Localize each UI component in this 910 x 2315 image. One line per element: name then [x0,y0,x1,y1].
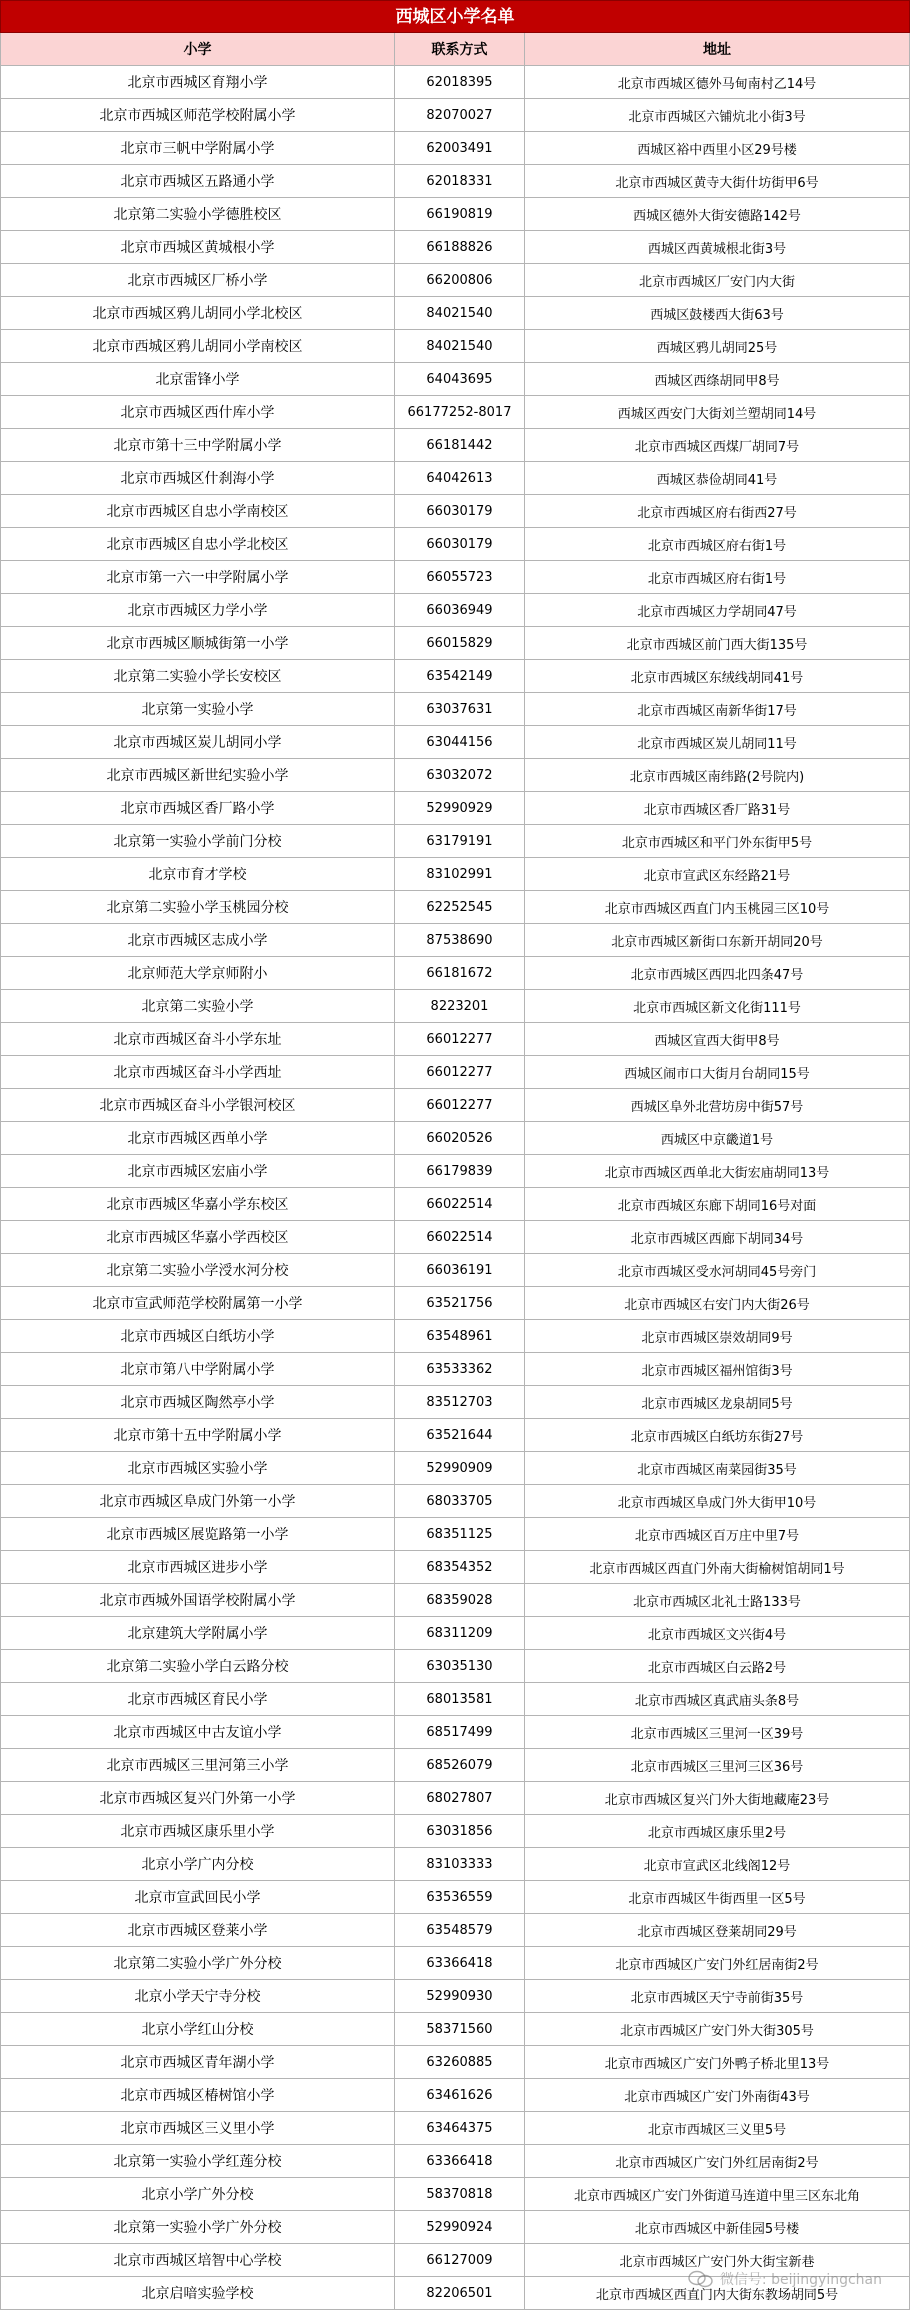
school-cell: 北京第一实验小学广外分校 [0,2211,395,2244]
address-cell: 北京市西城区复兴门外大街地藏庵23号 [525,1782,910,1815]
table-row [0,1782,910,1815]
table-row [0,462,910,495]
school-cell: 北京市西城区陶然亭小学 [0,1386,395,1419]
table-row [0,396,910,429]
table-row [0,561,910,594]
address-cell: 北京市西城区真武庙头条8号 [525,1683,910,1716]
address-cell: 北京市西城区广安门外红居南街2号 [525,1947,910,1980]
school-cell: 北京市西城区实验小学 [0,1452,395,1485]
table-row [0,858,910,891]
table-row [0,1221,910,1254]
school-cell: 北京启喑实验学校 [0,2277,395,2310]
school-cell: 北京市西城区培智中心学校 [0,2244,395,2277]
phone-cell: 63464375 [395,2112,525,2145]
school-cell: 北京市三帆中学附属小学 [0,132,395,165]
table-row [0,1419,910,1452]
table-row [0,891,910,924]
address-cell: 北京市西城区天宁寺前街35号 [525,1980,910,2013]
phone-cell: 68351125 [395,1518,525,1551]
phone-cell: 63461626 [395,2079,525,2112]
phone-cell: 66190819 [395,198,525,231]
address-cell: 北京市西城区白纸坊东街27号 [525,1419,910,1452]
phone-cell: 66127009 [395,2244,525,2277]
school-cell: 北京市西城区椿树馆小学 [0,2079,395,2112]
address-cell: 北京市西城区龙泉胡同5号 [525,1386,910,1419]
school-cell: 北京市西城区三义里小学 [0,2112,395,2145]
school-cell: 北京市西城区阜成门外第一小学 [0,1485,395,1518]
address-cell: 北京市西城区白云路2号 [525,1650,910,1683]
table-row [0,825,910,858]
school-cell: 北京市西城区香厂路小学 [0,792,395,825]
table-row [0,231,910,264]
table-row [0,990,910,1023]
school-cell: 北京第二实验小学广外分校 [0,1947,395,1980]
phone-cell: 68526079 [395,1749,525,1782]
address-cell: 北京市西城区广安门外街道马连道中里三区东北角 [525,2178,910,2211]
table-row [0,1320,910,1353]
phone-cell: 8223201 [395,990,525,1023]
address-cell: 北京市西城区西单北大街宏庙胡同13号 [525,1155,910,1188]
school-cell: 北京第二实验小学玉桃园分校 [0,891,395,924]
phone-cell: 66022514 [395,1221,525,1254]
school-cell: 北京市西城区西什库小学 [0,396,395,429]
table-row [0,99,910,132]
address-cell: 北京市西城区新街口东新开胡同20号 [525,924,910,957]
header-contact: 联系方式 [395,33,525,66]
table-row [0,1122,910,1155]
phone-cell: 66179839 [395,1155,525,1188]
address-cell: 北京市西城区府右街西27号 [525,495,910,528]
address-cell: 北京市西城区和平门外东街甲5号 [525,825,910,858]
table-row [0,1848,910,1881]
address-cell: 北京市西城区右安门内大街26号 [525,1287,910,1320]
phone-cell: 63044156 [395,726,525,759]
phone-cell: 52990930 [395,1980,525,2013]
table-body [0,66,910,2310]
address-cell: 北京市西城区西直门内大街东教场胡同5号 [525,2277,910,2310]
school-cell: 北京市西城区奋斗小学西址 [0,1056,395,1089]
table-row [0,1386,910,1419]
table-row [0,1881,910,1914]
address-cell: 北京市西城区广安门外南街43号 [525,2079,910,2112]
school-cell: 北京市西城区中古友谊小学 [0,1716,395,1749]
address-cell: 北京市西城区广安门外红居南街2号 [525,2145,910,2178]
school-cell: 北京第一实验小学 [0,693,395,726]
header-address: 地址 [525,33,910,66]
school-cell: 北京第一实验小学前门分校 [0,825,395,858]
address-cell: 北京市西城区广安门外大街305号 [525,2013,910,2046]
table-row [0,1551,910,1584]
school-cell: 北京市西城区育民小学 [0,1683,395,1716]
address-cell: 北京市西城区福州馆街3号 [525,1353,910,1386]
phone-cell: 68027807 [395,1782,525,1815]
school-cell: 北京小学广外分校 [0,2178,395,2211]
school-cell: 北京市西城区复兴门外第一小学 [0,1782,395,1815]
table-row [0,198,910,231]
phone-cell: 63031856 [395,1815,525,1848]
phone-cell: 63032072 [395,759,525,792]
school-cell: 北京市西城区炭儿胡同小学 [0,726,395,759]
address-cell: 北京市西城区德外马甸南村乙14号 [525,66,910,99]
address-cell: 北京市西城区西直门外南大街榆树馆胡同1号 [525,1551,910,1584]
address-cell: 北京市西城区受水河胡同45号旁门 [525,1254,910,1287]
table-row [0,957,910,990]
school-cell: 北京市西城区新世纪实验小学 [0,759,395,792]
school-cell: 北京市西城区鸦儿胡同小学南校区 [0,330,395,363]
school-cell: 北京市西城区进步小学 [0,1551,395,1584]
school-cell: 北京市第十五中学附属小学 [0,1419,395,1452]
address-cell: 西城区恭俭胡同41号 [525,462,910,495]
phone-cell: 68013581 [395,1683,525,1716]
school-cell: 北京小学天宁寺分校 [0,1980,395,2013]
phone-cell: 66012277 [395,1023,525,1056]
school-cell: 北京市西城区康乐里小学 [0,1815,395,1848]
table-row [0,66,910,99]
phone-cell: 82070027 [395,99,525,132]
address-cell: 北京市西城区西直门内玉桃园三区10号 [525,891,910,924]
phone-cell: 84021540 [395,297,525,330]
school-cell: 北京市第八中学附属小学 [0,1353,395,1386]
phone-cell: 66181442 [395,429,525,462]
phone-cell: 66036191 [395,1254,525,1287]
phone-cell: 63035130 [395,1650,525,1683]
school-cell: 北京市西城区五路通小学 [0,165,395,198]
table-row [0,495,910,528]
phone-cell: 68359028 [395,1584,525,1617]
address-cell: 北京市西城区黄寺大街什坊街甲6号 [525,165,910,198]
phone-cell: 66181672 [395,957,525,990]
address-cell: 北京市西城区登莱胡同29号 [525,1914,910,1947]
watermark-text: 微信号: beijingyingchan [719,2272,882,2288]
table-row [0,792,910,825]
address-cell: 北京市西城区府右街1号 [525,561,910,594]
phone-cell: 66055723 [395,561,525,594]
phone-cell: 62252545 [395,891,525,924]
school-cell: 北京市西城区奋斗小学东址 [0,1023,395,1056]
table-row [0,1518,910,1551]
table-row [0,627,910,660]
table-row [0,660,910,693]
table-row [0,528,910,561]
table-row [0,2178,910,2211]
address-cell: 北京市西城区广安门外鸭子桥北里13号 [525,2046,910,2079]
phone-cell: 52990929 [395,792,525,825]
table-row [0,594,910,627]
school-cell: 北京市西城区厂桥小学 [0,264,395,297]
school-cell: 北京市西城区宏庙小学 [0,1155,395,1188]
school-cell: 北京市西城区志成小学 [0,924,395,957]
address-cell: 北京市西城区三里河三区36号 [525,1749,910,1782]
table-row [0,2277,910,2310]
phone-cell: 66036949 [395,594,525,627]
address-cell: 西城区中京畿道1号 [525,1122,910,1155]
school-cell: 北京市西城区华嘉小学东校区 [0,1188,395,1221]
phone-cell: 83103333 [395,1848,525,1881]
address-cell: 西城区阜外北营坊房中街57号 [525,1089,910,1122]
address-cell: 北京市西城区阜成门外大街甲10号 [525,1485,910,1518]
school-cell: 北京第二实验小学白云路分校 [0,1650,395,1683]
address-cell: 西城区宣西大街甲8号 [525,1023,910,1056]
phone-cell: 83512703 [395,1386,525,1419]
table-row [0,429,910,462]
school-cell: 北京市西城区育翔小学 [0,66,395,99]
school-cell: 北京市宣武师范学校附属第一小学 [0,1287,395,1320]
address-cell: 西城区西黄城根北街3号 [525,231,910,264]
address-cell: 北京市西城区西煤厂胡同7号 [525,429,910,462]
school-cell: 北京市西城区顺城街第一小学 [0,627,395,660]
phone-cell: 66030179 [395,528,525,561]
table-row [0,1617,910,1650]
school-cell: 北京市西城区什刹海小学 [0,462,395,495]
table-row [0,1947,910,1980]
table-row [0,1254,910,1287]
school-cell: 北京市西城区力学小学 [0,594,395,627]
phone-cell: 68517499 [395,1716,525,1749]
school-cell: 北京市西城区华嘉小学西校区 [0,1221,395,1254]
phone-cell: 63548579 [395,1914,525,1947]
school-cell: 北京市西城外国语学校附属小学 [0,1584,395,1617]
phone-cell: 66188826 [395,231,525,264]
school-cell: 北京小学红山分校 [0,2013,395,2046]
table-row [0,759,910,792]
table-row [0,1584,910,1617]
phone-cell: 63037631 [395,693,525,726]
table-row [0,1749,910,1782]
phone-cell: 58370818 [395,2178,525,2211]
school-cell: 北京市西城区鸦儿胡同小学北校区 [0,297,395,330]
address-cell: 北京市西城区南纬路(2号院内) [525,759,910,792]
school-cell: 北京建筑大学附属小学 [0,1617,395,1650]
school-cell: 北京市西城区登莱小学 [0,1914,395,1947]
phone-cell: 52990924 [395,2211,525,2244]
school-cell: 北京雷锋小学 [0,363,395,396]
table-row [0,1452,910,1485]
address-cell: 北京市西城区力学胡同47号 [525,594,910,627]
table-row [0,1914,910,1947]
phone-cell: 66177252-8017 [395,396,525,429]
table-row [0,2112,910,2145]
address-cell: 北京市西城区三义里5号 [525,2112,910,2145]
address-cell: 西城区德外大街安德路142号 [525,198,910,231]
address-cell: 北京市西城区南菜园街35号 [525,1452,910,1485]
table-row [0,1485,910,1518]
address-cell: 西城区裕中西里小区29号楼 [525,132,910,165]
address-cell: 北京市西城区南新华街17号 [525,693,910,726]
table-row [0,1980,910,2013]
school-cell: 北京市西城区黄城根小学 [0,231,395,264]
phone-cell: 82206501 [395,2277,525,2310]
address-cell: 西城区西安门大街刘兰塑胡同14号 [525,396,910,429]
school-cell: 北京市西城区西单小学 [0,1122,395,1155]
phone-cell: 66200806 [395,264,525,297]
phone-cell: 84021540 [395,330,525,363]
phone-cell: 66012277 [395,1056,525,1089]
phone-cell: 64042613 [395,462,525,495]
table-row [0,2079,910,2112]
sheet-title: 西城区小学名单 [0,0,910,33]
table-row [0,2211,910,2244]
table-row [0,1287,910,1320]
table-row [0,1815,910,1848]
phone-cell: 66020526 [395,1122,525,1155]
phone-cell: 63521644 [395,1419,525,1452]
table-row [0,2046,910,2079]
phone-cell: 63548961 [395,1320,525,1353]
address-cell: 西城区鸦儿胡同25号 [525,330,910,363]
school-cell: 北京市第一六一中学附属小学 [0,561,395,594]
address-cell: 北京市西城区厂安门内大街 [525,264,910,297]
address-cell: 北京市西城区崇效胡同9号 [525,1320,910,1353]
school-cell: 北京师范大学京师附小 [0,957,395,990]
phone-cell: 83102991 [395,858,525,891]
phone-cell: 66022514 [395,1188,525,1221]
school-cell: 北京市西城区青年湖小学 [0,2046,395,2079]
table-row [0,1155,910,1188]
address-cell: 北京市西城区东绒线胡同41号 [525,660,910,693]
phone-cell: 63533362 [395,1353,525,1386]
table-row [0,363,910,396]
header-school: 小学 [0,33,395,66]
table-row [0,2244,910,2277]
school-cell: 北京市西城区自忠小学北校区 [0,528,395,561]
address-cell: 北京市宣武区北线阁12号 [525,1848,910,1881]
phone-cell: 63260885 [395,2046,525,2079]
table-row [0,1716,910,1749]
address-cell: 西城区西绦胡同甲8号 [525,363,910,396]
phone-cell: 64043695 [395,363,525,396]
phone-cell: 63542149 [395,660,525,693]
address-cell: 北京市西城区广安门外大街宝新巷 [525,2244,910,2277]
phone-cell: 63521756 [395,1287,525,1320]
address-cell: 西城区鼓楼西大街63号 [525,297,910,330]
table-row [0,1056,910,1089]
phone-cell: 62003491 [395,132,525,165]
address-cell: 北京市西城区牛街西里一区5号 [525,1881,910,1914]
school-cell: 北京第一实验小学红莲分校 [0,2145,395,2178]
address-cell: 北京市西城区文兴街4号 [525,1617,910,1650]
school-cell: 北京第二实验小学德胜校区 [0,198,395,231]
phone-cell: 63366418 [395,2145,525,2178]
table-row [0,1089,910,1122]
table-header [0,33,910,66]
school-cell: 北京市第十三中学附属小学 [0,429,395,462]
address-cell: 北京市西城区六铺炕北小街3号 [525,99,910,132]
school-cell: 北京市西城区师范学校附属小学 [0,99,395,132]
table-row [0,264,910,297]
school-cell: 北京市西城区白纸坊小学 [0,1320,395,1353]
address-cell: 北京市西城区西廊下胡同34号 [525,1221,910,1254]
address-cell: 北京市西城区前门西大街135号 [525,627,910,660]
address-cell: 北京市西城区百万庄中里7号 [525,1518,910,1551]
table-row [0,165,910,198]
table-row [0,693,910,726]
address-cell: 西城区闹市口大街月台胡同15号 [525,1056,910,1089]
phone-cell: 52990909 [395,1452,525,1485]
address-cell: 北京市西城区北礼士路133号 [525,1584,910,1617]
phone-cell: 58371560 [395,2013,525,2046]
table-row [0,1188,910,1221]
table-row [0,1353,910,1386]
table-row [0,2145,910,2178]
table-row [0,1683,910,1716]
phone-cell: 68354352 [395,1551,525,1584]
school-cell: 北京小学广内分校 [0,1848,395,1881]
phone-cell: 66015829 [395,627,525,660]
school-cell: 北京市西城区展览路第一小学 [0,1518,395,1551]
table-row [0,1023,910,1056]
school-cell: 北京第二实验小学 [0,990,395,1023]
table-row [0,297,910,330]
school-cell: 北京市西城区三里河第三小学 [0,1749,395,1782]
phone-cell: 66030179 [395,495,525,528]
address-cell: 北京市西城区香厂路31号 [525,792,910,825]
school-cell: 北京市育才学校 [0,858,395,891]
table-row [0,924,910,957]
school-cell: 北京第二实验小学涭水河分校 [0,1254,395,1287]
address-cell: 北京市西城区康乐里2号 [525,1815,910,1848]
phone-cell: 87538690 [395,924,525,957]
address-cell: 北京市西城区西四北四条47号 [525,957,910,990]
table-row [0,2013,910,2046]
address-cell: 北京市宣武区东经路21号 [525,858,910,891]
address-cell: 北京市西城区中新佳园5号楼 [525,2211,910,2244]
table-row [0,330,910,363]
address-cell: 北京市西城区新文化街111号 [525,990,910,1023]
address-cell: 北京市西城区府右街1号 [525,528,910,561]
school-cell: 北京市宣武回民小学 [0,1881,395,1914]
address-cell: 北京市西城区东廊下胡同16号对面 [525,1188,910,1221]
phone-cell: 63536559 [395,1881,525,1914]
phone-cell: 68311209 [395,1617,525,1650]
phone-cell: 63366418 [395,1947,525,1980]
school-cell: 北京市西城区自忠小学南校区 [0,495,395,528]
phone-cell: 66012277 [395,1089,525,1122]
phone-cell: 63179191 [395,825,525,858]
school-cell: 北京第二实验小学长安校区 [0,660,395,693]
phone-cell: 62018395 [395,66,525,99]
table-row [0,726,910,759]
table-row [0,1650,910,1683]
phone-cell: 62018331 [395,165,525,198]
school-cell: 北京市西城区奋斗小学银河校区 [0,1089,395,1122]
phone-cell: 68033705 [395,1485,525,1518]
table-row [0,132,910,165]
address-cell: 北京市西城区三里河一区39号 [525,1716,910,1749]
address-cell: 北京市西城区炭儿胡同11号 [525,726,910,759]
